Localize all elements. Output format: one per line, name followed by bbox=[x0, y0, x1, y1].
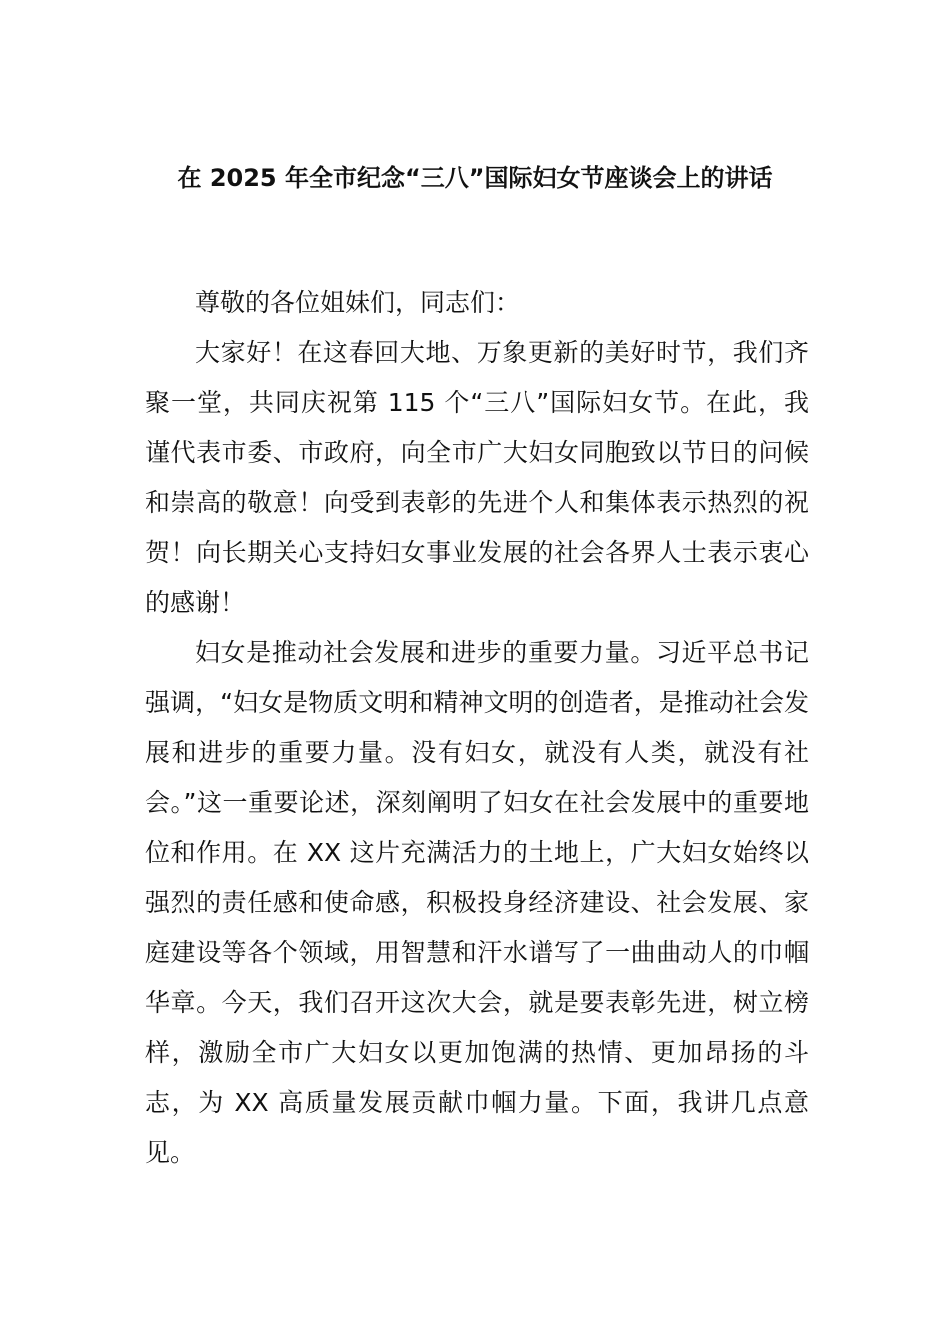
salutation-paragraph: 尊敬的各位姐妹们，同志们： bbox=[195, 288, 521, 317]
document-title: 在 2025 年全市纪念“三八”国际妇女节座谈会上的讲话 bbox=[177, 164, 773, 192]
document-body bbox=[145, 278, 809, 1178]
importance-paragraph: 妇女是推动社会发展和进步的重要力量。习近平总书记强调，“妇女是物质文明和精神文明的创造者，是推动社会发展和进步的重要力量。没有妇女，就没有人类，就没有社会。”这一重要论述，深刻阐明了妇女在社会发展中的重要地位和作用。在 XX 这片充满活力的土地上，广大妇女始终以强烈的责任感和使命感，积极投身经济建设、社会发展、家庭建设等各个领域，用智慧和汗水谱写了一曲曲动人的巾帼华章。今天，我们召开这次大会，就是要表彰先进，树立榜样，激励全市广大妇女以更加饱满的热情、更加昂扬的斗志，为 XX 高质量发展贡献巾帼力量。下面，我讲几点意见。 bbox=[145, 638, 809, 1167]
greeting-paragraph: 大家好！在这春回大地、万象更新的美好时节，我们齐聚一堂，共同庆祝第 115 个“三八”国际妇女节。在此，我谨代表市委、市政府，向全市广大妇女同胞致以节日的问候和崇高的敬意！向受到表彰的先进个人和集体表示热烈的祝贺！向长期关心支持妇女事业发展的社会各界人士表示衷心的感谢！ bbox=[145, 338, 809, 617]
